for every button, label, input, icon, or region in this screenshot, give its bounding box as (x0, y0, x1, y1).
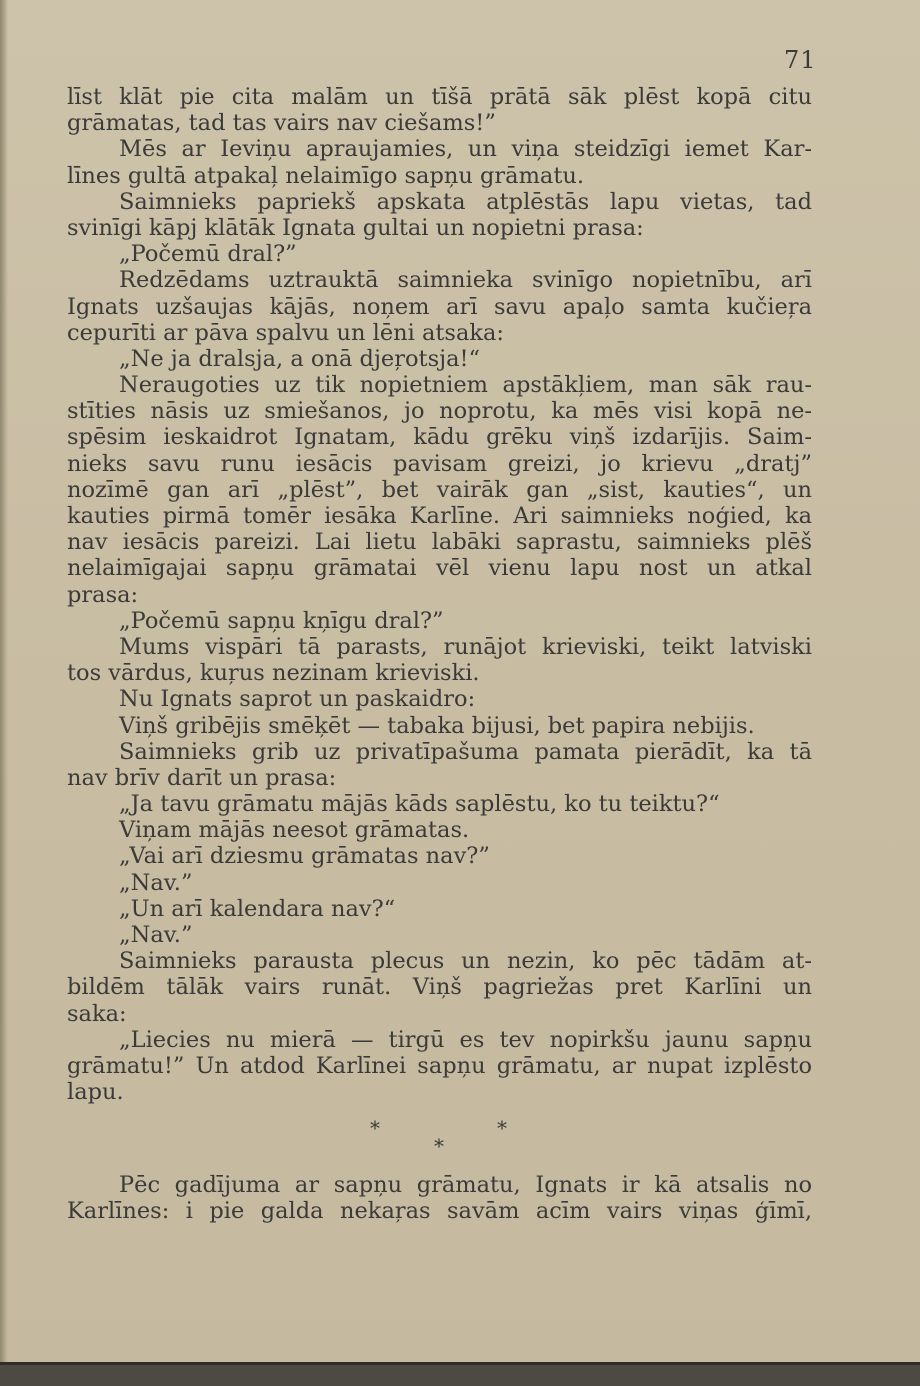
text-line: „Ja tavu grāmatu mājās kāds saplēstu, ko tu teiktu?“ (119, 791, 720, 818)
text-line: „Vai arī dziesmu grāmatas nav?” (119, 843, 490, 870)
text-line: Saimnieks papriekš apskata atplēstās lapu vietas, tad (119, 188, 812, 215)
text-line: nieks savu runu iesācis pavisam greizi, jo krievu „dratj” (67, 450, 812, 477)
text-line: līst klāt pie cita malām un tīšā prātā sāk plēst kopā citu (67, 84, 812, 110)
text-line: Redzēdams uztrauktā saimnieka svinīgo nopietnību, arī (119, 267, 812, 294)
text-line: Neraugoties uz tik nopietniem apstākļiem, man sāk rau- (119, 372, 812, 399)
text-line: tos vārdus, kuŗus nezinam krieviski. (67, 660, 480, 687)
text-line: bildēm tālāk vairs runāt. Viņš pagriežas pret Karlīni un (67, 974, 812, 1001)
text-line: svinīgi kāpj klātāk Ignata gultai un nopietni prasa: (67, 214, 644, 241)
text-line: Saimnieks grib uz privatīpašuma pamata pierādīt, ka tā (119, 738, 812, 765)
text-line: grāmatu!” Un atdod Karlīnei sapņu grāmatu, ar nupat izplēsto (67, 1052, 812, 1079)
text-line: „Ne ja dralsja, a onā djeŗotsja!“ (119, 345, 481, 372)
text-line: spēsim ieskaidrot Ignatam, kādu grēku viņš izdarījis. Saim- (67, 424, 812, 451)
text-line: prasa: (67, 581, 139, 608)
text-line: Pēc gadījuma ar sapņu grāmatu, Ignats ir kā atsalis no (119, 1172, 812, 1198)
text-line: cepurīti ar pāva spalvu un lēni atsaka: (67, 319, 505, 346)
text-line: stīties nāsis uz smiešanos, jo noprotu, ka mēs visi kopā ne- (67, 398, 812, 425)
text-line: Saimnieks parausta plecus un nezin, ko pēc tādām at- (119, 948, 812, 975)
text-line: saka: (67, 1000, 127, 1027)
section-separator (0, 1112, 920, 1156)
body-text-continued (67, 1172, 812, 1224)
page-bottom-edge (0, 1362, 920, 1386)
text-line: lapu. (67, 1079, 124, 1106)
text-line: Nu Ignats saprot un paskaidro: (119, 686, 476, 713)
text-line: „Un arī kalendara nav?“ (119, 895, 396, 922)
text-line: Ignats uzšaujas kājās, noņem arī savu apaļo samta kučieŗa (67, 293, 812, 320)
text-line: nav brīv darīt un prasa: (67, 764, 337, 791)
text-line: Viņam mājās neesot grāmatas. (119, 817, 470, 844)
text-line: „Počemū sapņu kņīgu dral?” (119, 607, 444, 634)
page-number: 71 (784, 46, 817, 74)
text-line: Viņš gribējis smēķēt — tabaka bijusi, bet papira nebijis. (119, 712, 755, 739)
body-text (67, 84, 812, 1105)
asterism-star: * (434, 1134, 444, 1158)
text-line: kauties pirmā tomēr iesāka Karlīne. Ari saimnieks noģied, ka (67, 503, 812, 529)
text-line: „Nav.” (119, 922, 193, 948)
text-line: nozīmē gan arī „plēst”, bet vairāk gan „sist, kauties“, un (67, 476, 812, 503)
text-line: līnes gultā atpakaļ nelaimīgo sapņu grāmatu. (67, 162, 585, 189)
text-line: grāmatas, tad tas vairs nav ciešams!” (67, 110, 496, 137)
text-line: „Liecies nu mierā — tirgū es tev nopirkšu jaunu sapņu (119, 1026, 812, 1053)
text-line: Karlīnes: i pie galda nekaŗas savām acīm vairs viņas ģīmī, (67, 1198, 812, 1225)
text-line: Mums vispāri tā parasts, runājot krieviski, teikt latviski (119, 633, 812, 660)
text-line: „Počemū dral?” (119, 241, 297, 268)
page-binding-shadow (0, 0, 8, 1383)
text-line: „Nav.” (119, 869, 193, 896)
text-line: nav iesācis pareizi. Lai lietu labāki saprastu, saimnieks plēš (67, 529, 812, 556)
text-line: nelaimīgajai sapņu grāmatai vēl vienu lapu nost un atkal (67, 555, 812, 582)
asterism-star: * (497, 1116, 507, 1140)
text-line: Mēs ar Ieviņu apraujamies, un viņa steidzīgi iemet Kar- (119, 136, 812, 163)
asterism-star: * (370, 1116, 380, 1140)
